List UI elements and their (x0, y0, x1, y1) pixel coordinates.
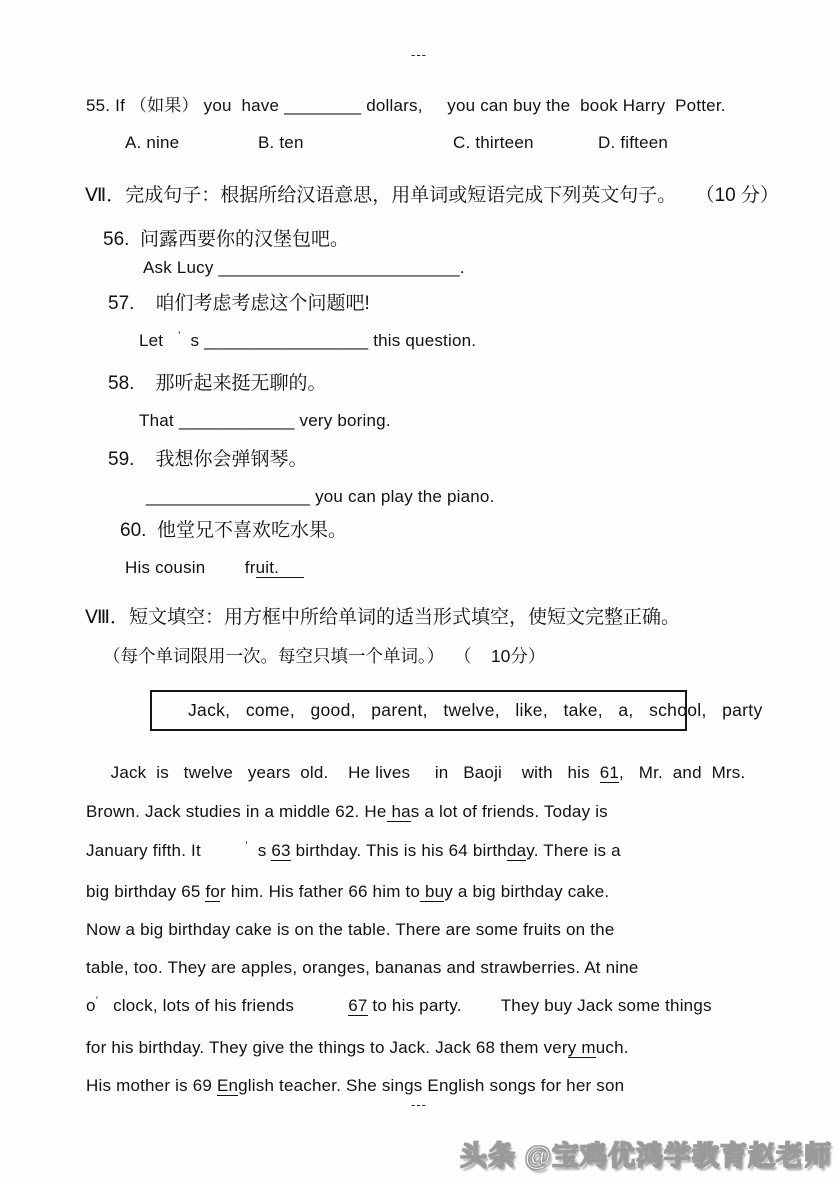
option-c: C. thirteen (453, 133, 534, 152)
section-viii-subline: （每个单词限用一次。每空只填一个单词。） （ 10分） (103, 646, 546, 666)
section-vii-heading: Ⅶ．完成句子：根据所给汉语意思，用单词或短语完成下列英文句子。 (85, 185, 677, 206)
item-59-english: _________________ you can play the piano. (146, 487, 495, 506)
option-d: D. fifteen (598, 133, 669, 152)
option-a: A. nine (125, 133, 180, 152)
passage-line: o’ clock, lots of his friends 67 to his party. They buy Jack some things (86, 995, 712, 1015)
item-56-english: Ask Lucy _________________________. (143, 258, 465, 277)
item-58-english: That ____________ very boring. (139, 411, 391, 430)
passage-line: table, too. They are apples, oranges, bananas and strawberries. At nine (86, 958, 639, 977)
passage-line: Jack is twelve years old. He lives in Baoji with his 61, Mr. and Mrs. (86, 763, 746, 782)
passage-line: His mother is 69 English teacher. She sings English songs for her son (86, 1076, 625, 1095)
passage-line: Now a big birthday cake is on the table. There are some fruits on the (86, 920, 615, 939)
passage-line: January fifth. It ’ s 63 birthday. This is his 64 birthday. There is a (86, 840, 621, 860)
section-viii-heading: Ⅷ．短文填空：用方框中所给单词的适当形式填空，使短文完整正确。 (85, 607, 681, 628)
item-60-english: His cousin fruit. (125, 558, 304, 577)
section-vii-score: （10 分） (695, 185, 779, 206)
item-59-chinese: 59. 我想你会弹钢琴。 (108, 449, 308, 470)
watermark: 头条 @宝鸡优鸿学教育赵老师 (460, 1141, 832, 1171)
item-57-chinese: 57. 咱们考虑考虑这个问题吧! (108, 293, 370, 314)
page-separator-top: --- (411, 47, 427, 62)
page-separator-bottom: --- (411, 1097, 427, 1112)
item-60-chinese: 60. 他堂兄不喜欢吃水果。 (120, 520, 347, 541)
item-56-chinese: 56. 问露西要你的汉堡包吧。 (103, 229, 349, 250)
section-vii-heading-row (85, 184, 779, 208)
passage-line: big birthday 65 for him. His father 66 him to buy a big birthday cake. (86, 882, 610, 901)
passage-line: Brown. Jack studies in a middle 62. He has a lot of friends. Today is (86, 802, 608, 821)
item-58-chinese: 58. 那听起来挺无聊的。 (108, 373, 327, 394)
passage-line: for his birthday. They give the things to Jack. Jack 68 them very much. (86, 1038, 629, 1057)
question-55-text: 55. If （如果） you have ________ dollars, you can buy the book Harry Potter. (86, 96, 726, 115)
word-bank-box (150, 690, 763, 731)
option-b: B. ten (258, 133, 304, 152)
word-bank-words: Jack, come, good, parent, twelve, like, take, a, school, party (188, 700, 763, 720)
item-57-english: Let ’ s _________________ this question. (139, 330, 477, 350)
question-55-options (0, 133, 838, 155)
